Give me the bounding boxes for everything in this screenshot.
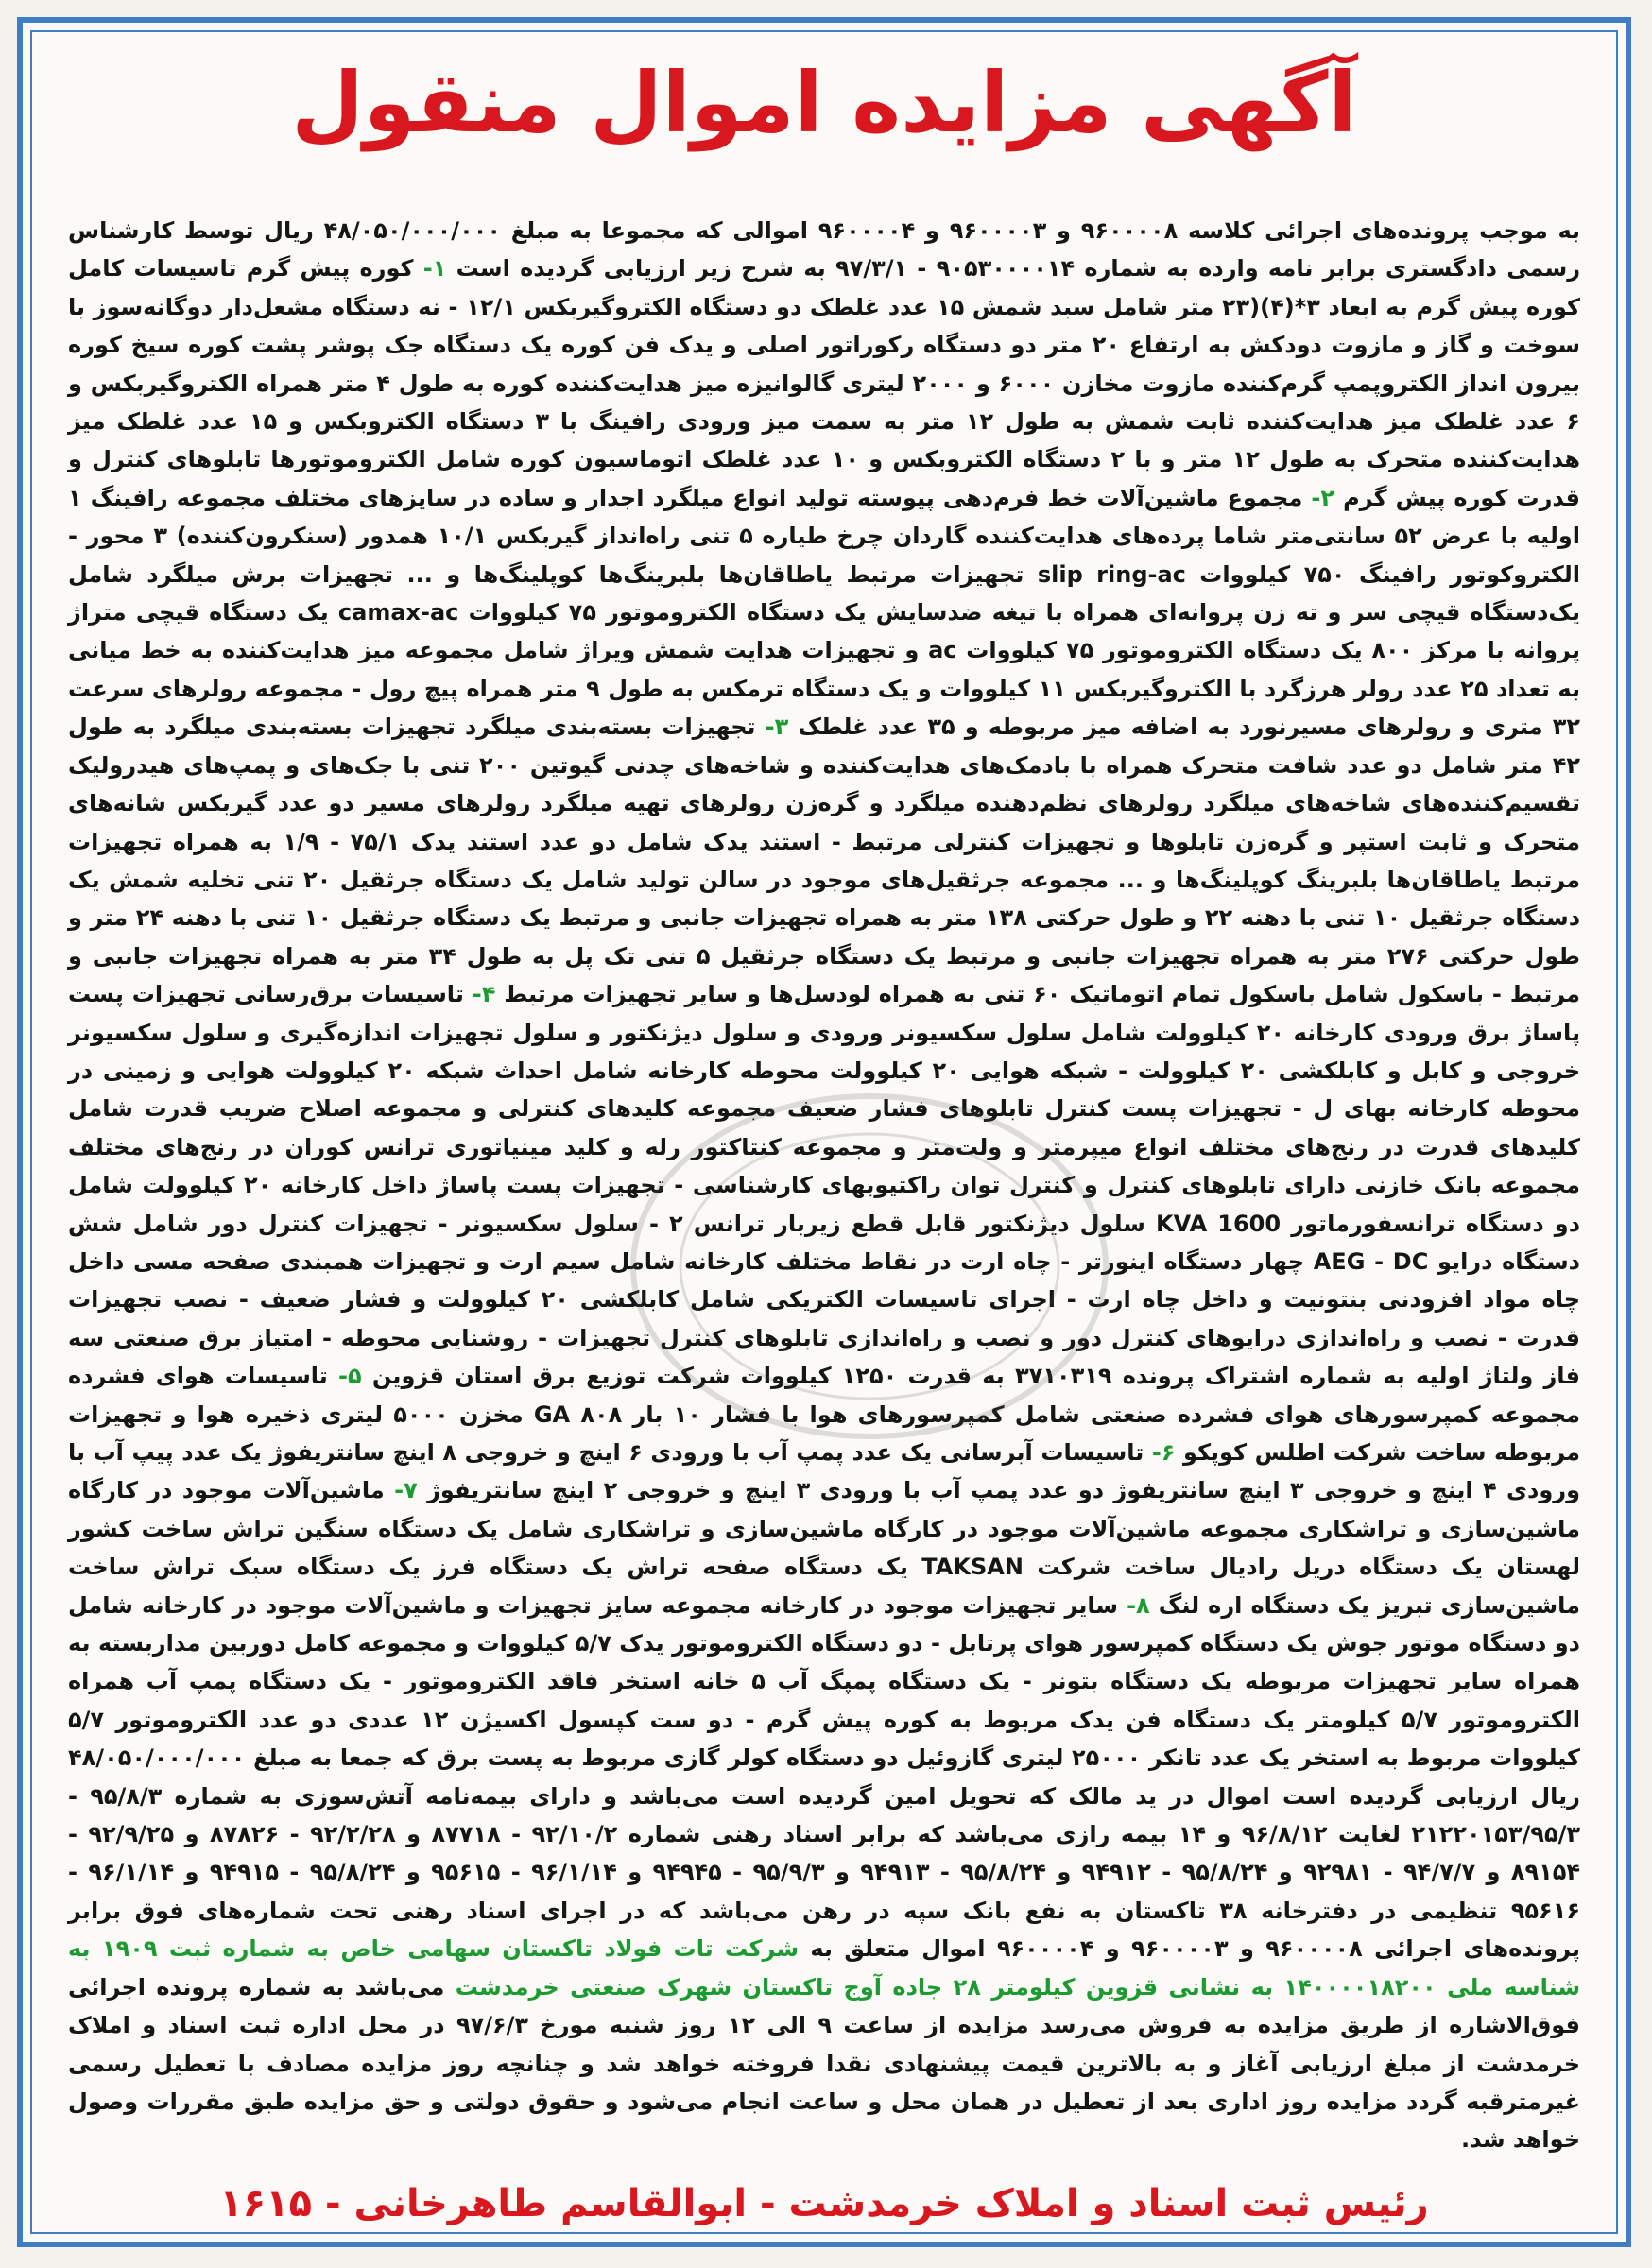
item-number-6: ۶- (1151, 1439, 1176, 1466)
item-number-3: ۳- (765, 713, 789, 741)
item-number-2: ۲- (1311, 484, 1335, 511)
body-segment: سایر تجهیزات موجود در کارخانه مجموعه سایز تجهیزات و ماشین‌آلات موجود در کارخانه شامل دو دستگاه موتور جوش یک دستگاه کمپرسور هوای پرتابل - دو دستگاه الکتروموتور یدک ۵/۷ کیلووات و مجموعه کامل دوربین مداربسته به همراه سایر تجهیزات مربوطه یک دستگاه بتونر - یک دستگاه پمپگ آب ۵ خانه استخر فاقد الکتروموتور - یک دستگاه پمپ آب همراه الکتروموتور ۵/۷ کیلومتر یک دستگاه فن یدک مربوط به کوره پیش گرم - دو ست کپسول اکسیژن ۱۲ عددی دو عدد الکتروموتور ۵/۷ کیلووات مربوط به استخر یک عدد تانکر ۲۵۰۰۰ لیتری گازوئیل دو دستگاه کولر گازی مربوط به پست برق که جمعا به مبلغ ۴۸/۰۵۰/۰۰۰/۰۰۰ ریال ارزیابی گردیده است اموال در ید مالک که تحویل امین گردیده است می‌باشد و دارای بیمه‌نامه آتش‌سوزی به شماره ۹۵/۸/۳ - ۲۱۲۲۰۱۵۳/۹۵/۳ لغایت ۹۶/۸/۱۲ و ۱۴ بیمه رازی می‌باشد که برابر اسناد رهنی شماره ۹۲/۱۰/۲ - ۸۷۷۱۸ و ۹۲/۲/۲۸ - ۸۷۸۲۶ و ۹۲/۹/۲۵ - ۸۹۱۵۴ و ۹۴/۷/۷ - ۹۲۹۸۱ و ۹۵/۸/۲۴ - ۹۴۹۱۲ و ۹۵/۸/۲۴ - ۹۴۹۱۳ و ۹۵/۹/۳ - ۹۴۹۴۵ و ۹۶/۱/۱۴ - ۹۵۶۱۵ و ۹۵/۸/۲۴ - ۹۴۹۱۵ و ۹۶/۱/۱۴ - ۹۵۶۱۶ تنظیمی در دفترخانه ۳۸ تاکستان به نفع بانک سپه در رهن می‌باشد که در اجرای اسناد رهنی تحت شماره‌های فوق برابر پرونده‌های اجرائی ۹۶۰۰۰۰۸ و ۹۶۰۰۰۰۳ و ۹۶۰۰۰۰۴ اموال متعلق به (68, 1591, 1581, 1963)
body-segment: تاسیسات آبرسانی یک عدد پمپ آب با ورودی ۶ اینچ و خروجی ۸ اینچ سانتریفوژ یک عدد پیپ آب با ورودی ۴ اینچ و خروجی ۳ اینچ سانتریفوژ دو عدد پمپ آب با ورودی ۳ اینچ و خروجی ۲ اینچ سانتریفوژ (68, 1439, 1580, 1504)
company-name: شرکت تات فولاد تاکستان سهامی خاص به شماره ثبت ۱۹۰۹ به شناسه ملی ۱۴۰۰۰۰۱۸۲۰۰ به نشانی قزوین کیلومتر ۲۸ جاده آوج تاکستان شهرک صنعتی خرمدشت (68, 1935, 1580, 2001)
item-number-8: ۸- (1127, 1591, 1150, 1619)
body-segment: تجهیزات بسته‌بندی میلگرد تجهیزات بسته‌بندی میلگرد به طول ۴۲ متر شامل دو عدد شافت متحرک همراه با بادمک‌های هدایت‌کننده و شاخه‌های چدنی گیوتین ۲۰۰ تنی با جک‌های و پمپ‌های هیدرولیک تقسیم‌کننده‌های شاخه‌های میلگرد رولرهای نظم‌دهنده میلگرد و گره‌زن رولرهای تهیه میلگرد رولرهای مسیر دو عدد گیربکس شانه‌های متحرک و ثابت استپر و گره‌زن تابلوها و تجهیزات کنترلی مرتبط - استند یدک شامل دو عدد استند یدک ۷۵/۱ - ۱/۹ به همراه تجهیزات مرتبط یاطاقان‌ها بلبرینگ کوپلینگ‌ها و ... مجموعه جرثقیل‌های موجود در سالن تولید شامل یک دستگاه جرثقیل ۲۰ تنی تخلیه شمش یک دستگاه جرثقیل ۱۰ تنی با دهنه ۲۲ و طول حرکتی ۱۳۸ متر به همراه تجهیزات جانبی و مرتبط یک دستگاه جرثقیل ۱۰ تنی با دهنه ۲۴ متر و طول حرکتی ۲۷۶ متر به همراه تجهیزات جانبی و مرتبط یک دستگاه جرثقیل ۵ تنی تک پل به طول ۳۴ متر به همراه تجهیزات جانبی و مرتبط - باسکول شامل باسکول تمام اتوماتیک ۶۰ تنی به همراه لودسل‌ها و سایر تجهیزات مرتبط (68, 713, 1581, 1008)
item-number-4: ۴- (472, 981, 496, 1008)
body-segment: مجموع ماشین‌آلات خط فرم‌دهی پیوسته تولید انواع میلگرد اجدار و ساده در سایزهای مختلف مجموعه رافینگ ۱ اولیه با عرض ۵۲ سانتی‌متر شاما پرده‌های هدایت‌کننده گاردان چرخ طیاره ۵ تنی راه‌انداز گیربکس ۱۰/۱ همدور (سنکرون‌کننده) ۳ محور - الکتروکوتور رافینگ ۷۵۰ کیلووات slip ring-ac تجهیزات مرتبط یاطاقان‌ها بلبرینگ‌ها کوپلینگ‌ها و ... تجهیزات برش میلگرد شامل یک‌دستگاه قیچی سر و ته زن پروانه‌ای همراه با تیغه ضدسایش یک دستگاه الکتروموتور ۷۵ کیلووات camax-ac یک دستگاه قیچی متراژ پروانه با مرکز ۸۰۰ یک دستگاه الکتروموتور ۷۵ کیلووات ac و تجهیزات هدایت شمش ویراژ شامل مجموعه میز هدایت‌کننده به خط میانی به تعداد ۲۵ عدد رولر هرزگرد با الکتروگیربکس ۱۱ کیلووات و یک دستگاه ترمکس به طول ۹ متر همراه پیچ رول - مجموعه رولرهای سرعت ۳۲ متری و رولرهای مسیرنورد به اضافه میز مربوطه و ۳۵ عدد غلطک (68, 484, 1581, 741)
notice-title: آگهی مزایده اموال منقول (291, 54, 1357, 151)
body-segment: ماشین‌آلات موجود در کارگاه ماشین‌سازی و تراشکاری مجموعه ماشین‌آلات موجود در کارگاه ماشین‌سازی و تراشکاری شامل یک دستگاه سنگین تراش ساخت کشور لهستان یک دستگاه دریل رادیال ساخت شرکت TAKSAN یک دستگاه صفحه تراش یک دستگاه فرز یک دستگاه سبک تراش ساخت ماشین‌سازی تبریز یک دستگاه اره لنگ (68, 1477, 1581, 1619)
item-number-7: ۷- (394, 1477, 418, 1504)
body-segment: تاسیسات برق‌رسانی تجهیزات پست پاساژ برق ورودی کارخانه ۲۰ کیلوولت شامل سلول سکسیونر ورودی و سلول دیژنکتور و سلول تجهیزات اندازه‌گیری و سلول سکسیونر خروجی و کابل و کابلکشی ۲۰ کیلوولت - شبکه هوایی ۲۰ کیلوولت محوطه کارخانه شامل احداث شبکه ۲۰ کیلوولت هوایی و زمینی در محوطه کارخانه بهای ل - تجهیزات پست کنترل تابلوهای فشار ضعیف مجموعه کلیدهای کنترلی و مجموعه اصلاح ضریب قدرت شامل کلیدهای قدرت در رنج‌های مختلف انواع میپرمتر و ولت‌متر و مجموعه کنتاکتور رله و کلید مینیاتوری ترانس کوران در رنج‌های مختلف مجموعه بانک خازنی دارای تابلوهای کنترل و کنترل توان راکتیوبهای کارشناسی - تجهیزات پست پاساژ داخل کارخانه ۲۰ کیلوولت شامل دو دستگاه ترانسفورماتور KVA 1600 سلول دیژنکتور قابل قطع زیربار ترانس ۲ - سلول سکسیونر - تجهیزات کنترل دور شامل شش دستگاه درایو AEG - DC چهار دستگاه اینورتر - چاه ارت در نقاط مختلف کارخانه شامل سیم ارت و تجهیزات همبندی صفحه مسی داخل چاه مواد افزودنی بنتونیت و داخل چاه ارت - اجرای تاسیسات الکتریکی شامل کابلکشی ۲۰ کیلوولت و فشار ضعیف - نصب تجهیزات قدرت - نصب و راه‌اندازی درایوهای کنترل دور و نصب و راه‌اندازی تابلوهای کنترل تجهیزات - روشنایی محوطه - امتیاز برق صنعتی سه فاز ولتاژ اولیه به شماره اشتراک پرونده ۳۷۱۰۳۱۹ به قدرت ۱۲۵۰ کیلووات شرکت توزیع برق استان قزوین (68, 981, 1581, 1390)
item-number-5: ۵- (338, 1363, 362, 1390)
body-segment: تاسیسات هوای فشرده مجموعه کمپرسورهای هوای فشرده صنعتی شامل کمپرسورهای هوا با فشار ۱۰ بار GA ۸۰۸ مخزن ۵۰۰۰ لیتری ذخیره هوا و تجهیزات مربوطه ساخت شرکت اطلس کوپکو (68, 1363, 1581, 1466)
body-segment: کوره پیش گرم تاسیسات کامل کوره پیش گرم به ابعاد ۳*(۴)(۲۳ متر شامل سبد شمش ۱۵ عدد غلطک دو دستگاه الکتروگیربکس ۱۲/۱ - نه دستگاه مشعل‌دار دوگانه‌سوز با سوخت و گاز و مازوت دودکش به ارتفاع ۲۰ متر دو دستگاه رکوراتور اصلی و یدک فن کوره یک دستگاه جک پوشر پشت کوره سیخ کوره بیرون انداز الکتروپمپ گرم‌کننده مازوت مخازن ۶۰۰۰ و ۲۰۰۰ لیتری گالوانیزه میز هدایت‌کننده کوره به طول ۴ متر همراه الکتروگیربکس و ۶ عدد غلطک میز هدایت‌کننده ثابت شمش به طول ۱۲ متر به سمت میز ورودی رافینگ با ۳ دستگاه الکتروبکس و ۱۵ عدد غلطک میز هدایت‌کننده متحرک به طول ۱۲ متر و با ۲ دستگاه الکتروبکس و ۱۰ عدد غلطک اتوماسیون کوره شامل الکتروموتورها تابلوهای کنترل و قدرت کوره پیش گرم (68, 255, 1581, 511)
notice-frame (17, 17, 1631, 2247)
body-segment: می‌باشد به شماره پرونده اجرائی فوق‌الاشاره از طریق مزایده به فروش می‌رسد مزایده از ساعت ۹ الی ۱۲ روز شنبه مورخ ۹۷/۶/۳ در محل اداره ثبت اسناد و املاک خرمدشت از مبلغ ارزیابی آغاز و به بالاترین قیمت پیشنهادی نقدا فروخته خواهد شد و چنانچه روز مزایده مصادف با تعطیل رسمی غیرمترقبه گردد مزایده روز اداری بعد از تعطیل در همان محل و ساعت انجام می‌شود و حقوق دولتی و حق مزایده طبق مقررات وصول خواهد شد. (68, 1973, 1581, 2154)
item-number-1: ۱- (422, 255, 447, 283)
body-segment: به موجب پرونده‌های اجرائی کلاسه ۹۶۰۰۰۰۸ و ۹۶۰۰۰۰۳ و ۹۶۰۰۰۰۴ اموالی که مجموعا به مبلغ ۴۸/۰۵۰/۰۰۰/۰۰۰ ریال توسط کارشناس رسمی دادگستری برابر نامه وارده به شماره ۹۰۵۳۰۰۰۰۱۴ - ۹۷/۳/۱ به شرح زیر ارزیابی گردیده است (68, 217, 1581, 283)
notice-body (68, 212, 1581, 2154)
signature-line: رئیس ثبت اسناد و املاک خرمدشت - ابوالقاسم طاهرخانی - ۱۶۱۵ (219, 2182, 1429, 2225)
